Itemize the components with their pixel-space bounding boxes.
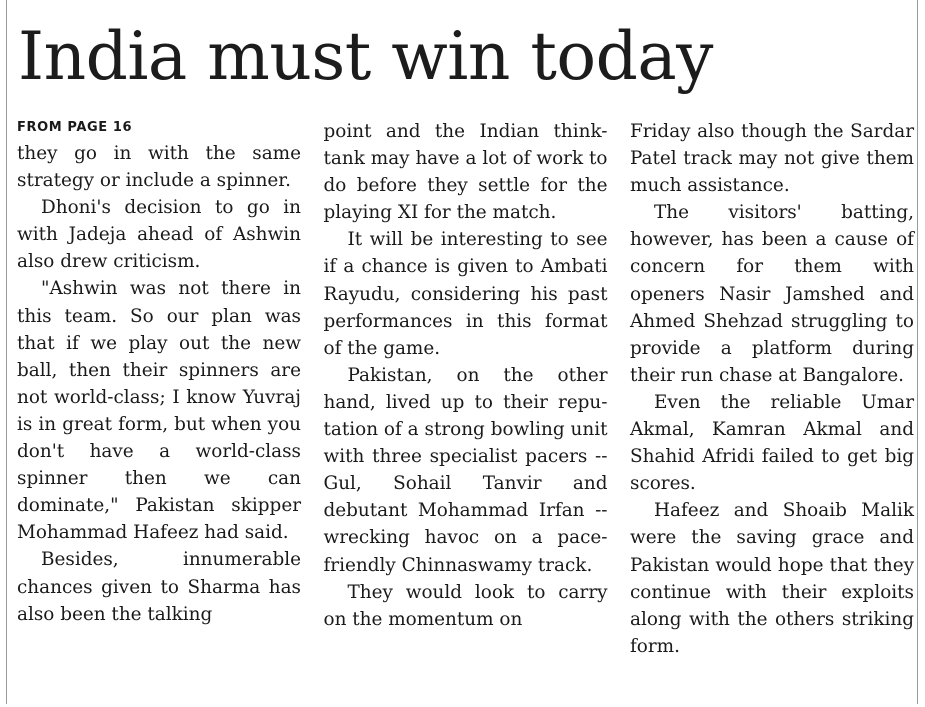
paragraph: It will be interesting to see if a chance is given to Ambati Rayudu, considering his past performances in this format of the game.: [323, 229, 608, 359]
paragraph: they go in with the same strategy or include a spinner.: [17, 143, 301, 192]
paragraph: They would look to carry on the momentum on: [323, 581, 608, 630]
continued-from-label: FROM PAGE 16: [17, 120, 133, 135]
article-column-2: [324, 120, 608, 705]
article-column-3: [630, 120, 914, 705]
article-body: [17, 120, 914, 705]
paragraph: Even the reliable Umar Akmal, Kamran Akmal and Shahid Afridi failed to get big scores.: [630, 391, 914, 495]
paragraph: point and the Indian think-tank may have a lot of work to do before they settle for the playing XI for the match.: [323, 121, 608, 224]
paragraph: The visitors' batting, however, has been a cause of concern for them with openers Nasir Jamshed and Ahmed Shehzad struggling to provide a platform during their run chase at Bangalore.: [630, 202, 914, 386]
paragraph: Friday also though the Sardar Patel track may not give them much assistance.: [630, 121, 914, 197]
paragraph: "Ashwin was not there in this team. So our plan was that if we play out the new ball, then their spinners are not world-class; I know Yuvraj is in great form, but when you don't have a world-class spinner then we can dominate," Pakistan skipper Mohammad Hafeez had said.: [17, 278, 301, 544]
article-column-1: [17, 120, 301, 705]
headline: India must win today: [18, 18, 713, 95]
paragraph: Pakistan, on the other hand, lived up to their reputation of a strong bowling unit with three specialist pacers -- Gul, Sohail Tanvir and debutant Mohammad Irfan -- wrecking havoc on a pace-friendly Chinnaswamy track.: [323, 364, 608, 576]
paragraph: Hafeez and Shoaib Malik were the saving grace and Pakistan would hope that they continue with their exploits along with the others striking form.: [630, 500, 914, 657]
paragraph: Besides, innumerable chances given to Sharma has also been the talking: [17, 549, 301, 625]
paragraph: Dhoni's decision to go in with Jadeja ahead of Ashwin also drew criticism.: [17, 197, 301, 273]
